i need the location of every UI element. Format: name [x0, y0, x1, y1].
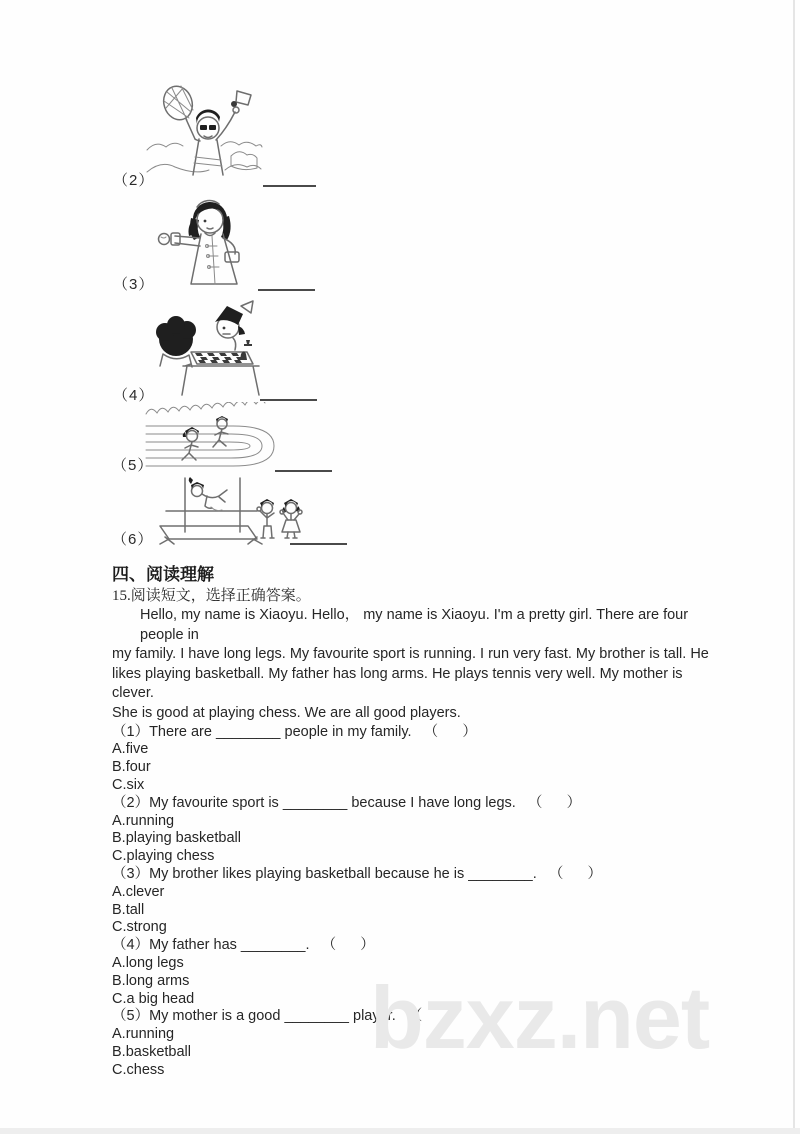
picture-item-label-3: （3） — [113, 276, 155, 293]
site-watermark: bzxz.net — [370, 968, 710, 1067]
answer-blank-2 — [263, 185, 316, 187]
question-option: C.playing chess — [112, 848, 215, 865]
question-option: A.five — [112, 741, 149, 758]
question-text: （3）My brother likes playing basketball because he is ________. （ ） — [112, 865, 603, 882]
question-text: （4）My father has ________. （ ） — [112, 937, 375, 954]
question-option: C.strong — [112, 919, 167, 936]
passage-line: Hello, my name is Xiaoyu. Hello， my name is Xiaoyu. I'm a pretty girl. There are four people in — [140, 607, 693, 643]
picture-item-label-2: （2） — [113, 172, 155, 189]
page-bottom-edge — [0, 1128, 800, 1134]
running-illustration — [145, 402, 282, 471]
passage-line: She is good at playing chess. We are all good players. — [112, 704, 461, 721]
question-block-3 — [112, 866, 724, 937]
reading-instruction: 15.阅读短文，选择正确答案。 — [112, 588, 311, 604]
question-option: B.tall — [112, 901, 145, 918]
page-right-edge — [793, 0, 795, 1134]
question-block-1 — [112, 724, 724, 795]
question-option: A.running — [112, 1026, 175, 1043]
question-option: A.long legs — [112, 954, 184, 971]
question-option: B.basketball — [112, 1043, 191, 1060]
question-option: B.four — [112, 759, 151, 776]
question-option: A.clever — [112, 883, 165, 900]
reading-passage — [112, 606, 724, 724]
badminton-illustration — [145, 78, 263, 188]
answer-blank-5 — [275, 470, 332, 472]
passage-line: my family. I have long legs. My favourite sport is running. I run very fast. My brother is tall. He — [112, 646, 709, 663]
picture-item-label-5: （5） — [112, 457, 154, 474]
passage-line: likes playing basketball. My father has long arms. He plays tennis very well. My mother is clever. — [112, 665, 687, 702]
question-block-2 — [112, 795, 724, 866]
chess-illustration — [145, 294, 269, 398]
reading-section-title: 四、阅读理解 — [112, 565, 214, 584]
answer-blank-3 — [258, 289, 315, 291]
picture-item-label-4: （4） — [113, 387, 155, 404]
question-text: （2）My favourite sport is ________ because I have long legs. （ ） — [112, 794, 582, 811]
question-text: （1）There are ________ people in my family. （ ） — [112, 723, 477, 740]
question-option: B.long arms — [112, 972, 190, 989]
high-jump-illustration — [145, 474, 303, 545]
question-option: C.chess — [112, 1061, 165, 1078]
answer-blank-4 — [260, 399, 317, 401]
kung-fu-illustration — [145, 190, 267, 290]
picture-item-label-6: （6） — [112, 531, 154, 548]
question-option: C.a big head — [112, 990, 195, 1007]
question-option: A.running — [112, 812, 175, 829]
question-text: （5）My mother is a good ________ player. （ ） — [112, 1008, 461, 1025]
answer-blank-6 — [290, 543, 347, 545]
question-option: C.six — [112, 776, 145, 793]
question-option: B.playing basketball — [112, 830, 241, 847]
